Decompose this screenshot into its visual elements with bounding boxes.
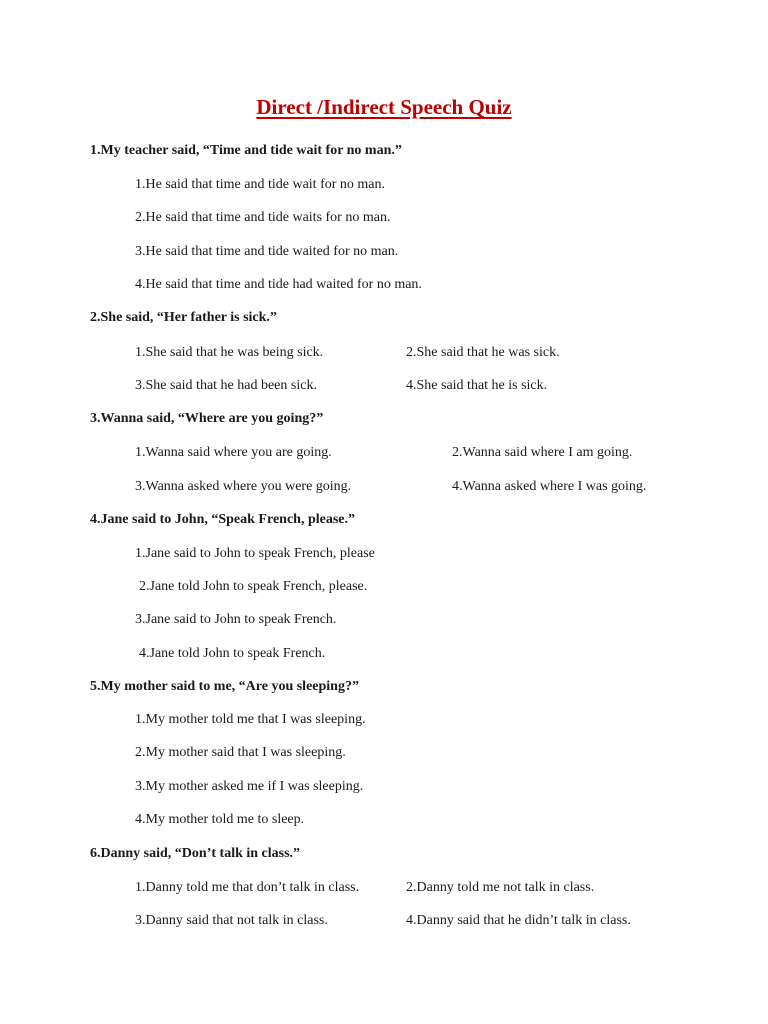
question-6-option-2: 2.Danny told me not talk in class. [406,880,595,895]
question-2-option-3: 3.She said that he had been sick. [135,378,317,393]
question-3-option-2: 2.Wanna said where I am going. [452,445,633,460]
question-4-option-4: 4.Jane told John to speak French. [139,646,326,661]
question-3-prompt: 3.Wanna said, “Where are you going?” [90,411,324,426]
question-2-option-4: 4.She said that he is sick. [406,378,548,393]
question-1-prompt: 1.My teacher said, “Time and tide wait for no man.” [90,143,402,158]
question-2-prompt: 2.She said, “Her father is sick.” [90,310,277,325]
question-3-option-3: 3.Wanna asked where you were going. [135,479,352,494]
question-5-option-3: 3.My mother asked me if I was sleeping. [135,779,364,794]
question-5-prompt: 5.My mother said to me, “Are you sleeping?” [90,679,359,694]
question-5-option-1: 1.My mother told me that I was sleeping. [135,712,366,727]
question-5-option-2: 2.My mother said that I was sleeping. [135,745,346,760]
question-4-prompt: 4.Jane said to John, “Speak French, please.” [90,512,355,527]
question-1-option-1: 1.He said that time and tide wait for no man. [135,177,385,192]
question-6-option-1: 1.Danny told me that don’t talk in class. [135,880,360,895]
question-5-option-4: 4.My mother told me to sleep. [135,812,305,827]
question-2-option-1: 1.She said that he was being sick. [135,345,324,360]
question-4-option-1: 1.Jane said to John to speak French, please [135,546,375,561]
question-3-option-4: 4.Wanna asked where I was going. [452,479,647,494]
question-4-option-2: 2.Jane told John to speak French, please. [139,579,368,594]
question-4-option-3: 3.Jane said to John to speak French. [135,612,337,627]
question-6-prompt: 6.Danny said, “Don’t talk in class.” [90,846,301,861]
question-2-option-2: 2.She said that he was sick. [406,345,560,360]
question-6-option-4: 4.Danny said that he didn’t talk in class. [406,913,631,928]
question-1-option-3: 3.He said that time and tide waited for no man. [135,244,399,259]
question-1-option-2: 2.He said that time and tide waits for no man. [135,210,391,225]
question-1-option-4: 4.He said that time and tide had waited for no man. [135,277,422,292]
question-6-option-3: 3.Danny said that not talk in class. [135,913,328,928]
quiz-title: Direct /Indirect Speech Quiz [256,95,512,119]
question-3-option-1: 1.Wanna said where you are going. [135,445,332,460]
